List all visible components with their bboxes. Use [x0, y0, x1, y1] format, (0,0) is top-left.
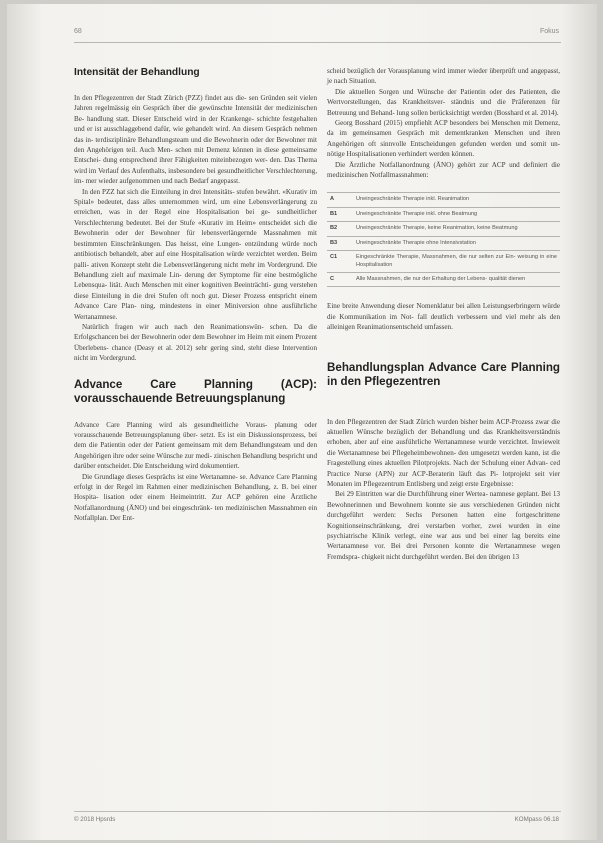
paragraph: Eine breite Anwendung dieser Nomenklatur bei allen Leistungserbringern würde die Kommunikation im Not- fall deutlich verbessern und viel mehr als den alleinigen Reanimationsentscheid umfassen.: [327, 302, 560, 332]
table-row: [327, 272, 560, 286]
right-column: [327, 66, 560, 562]
paragraph: In den Pflegezentren der Stadt Zürich (PZZ) findet aus die- sen Gründen seit vielen Jahren regelmässig ein Gespräch über die gewünschte Intensität der medizinischen Be- handlung statt. Dieser Entscheid wird in der Krankenge- schichte festgehalten und er ist ausschlaggebend dafür, wie gehandelt wird. An diesem Gespräch nehmen das in- terdisziplinäre Behandlungsteam und die Bewohnerin oder der Bewohner mit den Angehörigen teil. Auch Men- schen mit Demenz können in diese gemeinsame Entschei- dung entsprechend ihrer Fähigkeiten miteinbezogen wer- den. Das Thema wird im Verlauf des Aufenthalts, insbesondere bei gesundheitlicher Verschlechterung, im- mer wieder aufgenommen und nach Bedarf angepasst.: [74, 94, 317, 186]
description-cell: Uneingeschränkte Therapie inkl. Reanimation: [353, 193, 560, 207]
table-row: [327, 222, 560, 236]
copyright: © 2018 Hpsrds: [74, 816, 116, 823]
code-cell: A: [327, 193, 353, 207]
paragraph: Die Grundlage dieses Gesprächs ist eine Wertanamne- se. Advance Care Planning erfolgt in der Regel im Rahmen einer medizinischen Behandlung, z. B. bei einer Hospita- lisation oder einem Heimeintritt. Zur ACP gehören eine Ärztliche Notfallanordnung (ÄNO) und bei eingeschränk- ten medizinischen Massnahmen ein Notfallplan. Der Ent-: [74, 472, 317, 523]
heading-intensity: Intensität der Behandlung: [74, 67, 200, 78]
emergency-order-table: [327, 192, 560, 287]
code-cell: B3: [327, 236, 353, 250]
footer-rule: [74, 811, 561, 812]
paragraph: In den PZZ hat sich die Einteilung in drei Intensitäts- stufen bewährt. «Kurativ im Spital» bedeutet, dass alles unternommen wird, um eine Lebensverlängerung zu erreichen, was in der Regel eine Hospitalisation bei ge- sundheitlicher Verschlechterung bedeutet. Bei der Stufe «Kurativ im Heim» entscheidet sich die Bewohnerin oder der Bewohner für lebensverlängernde Massnahmen mit bestimmten Einschränkungen. Das heisst, eine Lungen- entzündung würde noch antibiotisch behandelt, aber auf eine Hospitalisation würde verzichtet werden. Beim palli- ativen Konzept steht die Lebensverlängerung nicht mehr im Vordergrund. Die Behandlung zielt auf maximale Lin- derung der Symptome für eine bestmögliche Lebensqua- lität. Auch Menschen mit einer kognitiven Beeinträchti- gung verstehen diese Einteilung in die drei Stufen oft noch gut. Dieser Prozess entspricht einem Advance Care Plan- ning, mindestens in einer Miniversion ohne ausführliche Wertanamnese.: [74, 187, 317, 321]
table-row: [327, 251, 560, 273]
heading-acp: Advance Care Planning (ACP): vorausschauende Betreuungsplanung: [74, 377, 317, 405]
code-cell: B1: [327, 207, 353, 221]
code-cell: B2: [327, 222, 353, 236]
paragraph: Georg Bosshard (2015) empfiehlt ACP besonders bei Menschen mit Demenz, da im gemeinsamen Gespräch mit dementkranken Menschen und ihren Angehörigen oft sinnvolle Entscheidungen gefunden werden und somit un- nötige Hospitalisationen verhindert werden können.: [327, 119, 560, 159]
description-cell: Alle Massnahmen, die nur der Erhaltung der Lebens- qualität dienen: [353, 272, 560, 286]
paragraph: Natürlich fragen wir auch nach den Reanimationswün- schen. Da die Erfolgschancen bei der Bewohnerin oder dem Bewohner im Heim mit einem Prozent Überlebens- chance (Deasy et al. 2012) sehr gering sind, steht diese Intervention nicht im Vordergrund.: [74, 322, 317, 363]
paragraph: In den Pflegezentren der Stadt Zürich wurden bisher beim ACP-Prozess zwar die aktuellen Wünsche bezüglich der Behandlung und das Krankheitsverständnis erhoben, aber auf eine ausführliche Wertanamnese wurde verzichtet. Inwieweit die Wertanamnese bei Pflegeheimbewohnen- den umgesetzt werden kann, ist die Fragestellung eines aktuellen Pilotprojekts. Nach der Schulung einer Advan- ced Practice Nurse (APN) zur ACP-Beraterin läuft das Pi- lotprojekt seit vier Monaten im Pflegezentrum Entlisberg und zeigt erste Ergebnisse:: [327, 417, 560, 488]
heading-treatment-plan: Behandlungsplan Advance Care Planning in den Pflegezentren: [327, 360, 560, 388]
paragraph: scheid bezüglich der Vorausplanung wird immer wieder überprüft und angepasst, je nach Situation.: [327, 67, 560, 86]
left-column: [74, 66, 317, 524]
paragraph: Bei 29 Eintritten war die Durchführung einer Wertea- namnese geplant. Bei 13 Bewohnerinnen und Bewohnern konnte sie aus verschiedenen Gründen nicht durchgeführt werden: Sechs Personen hatten eine fortgeschrittene Kognitionseinschränkung, drei verstarben vorher, zwei wurden in eine psychiatrische Klinik verlegt, eine war aus und bei einer lag bereits eine Wertanamnese vor. Bei drei Personen konnte die Wertanamnese wegen Fremdspra- chigkeit nicht durchgeführt werden. Bei den übrigen 13: [327, 490, 560, 561]
document-page: [7, 4, 597, 840]
running-footer: [7, 816, 597, 826]
paragraph: Die Ärztliche Notfallanordnung (ÄNO) gehört zur ACP und definiert die medizinischen Notfallmassnahmen:: [327, 160, 560, 180]
header-rule: [74, 42, 561, 43]
description-cell: Uneingeschränkte Therapie, keine Reanimation, keine Beatmung: [353, 222, 560, 236]
description-cell: Uneingeschränkte Therapie inkl. ohne Beatmung: [353, 207, 560, 221]
table-row: [327, 236, 560, 250]
section-name: Fokus: [539, 28, 559, 35]
description-cell: Uneingeschränkte Therapie ohne Intensivstation: [353, 236, 560, 250]
page-number: 68: [74, 28, 82, 35]
running-header: [7, 28, 597, 40]
paragraph: Advance Care Planning wird als gesundheitliche Voraus- planung oder vorausschauende Betreuungsplanung über- setzt. Es ist ein Diskussionsprozess, bei dem die Patientin oder der Patient gemeinsam mit dem Behandlungsteam und den Angehörigen ihre oder seine Wünsche zur medi- zinischen Behandlung bespricht und darüber entscheidet. Die Entscheidung wird dokumentiert.: [74, 420, 317, 471]
table-row: [327, 207, 560, 221]
code-cell: C: [327, 272, 353, 286]
table-row: [327, 193, 560, 207]
paragraph: Die aktuellen Sorgen und Wünsche der Patientin oder des Patienten, die Wertvorstellungen, das Krankheitsver- ständnis und die Präferenzen für Betreuung und Behand- lung sollen berücksichtigt werden (Bosshard et al. 2014).: [327, 87, 560, 117]
issue-label: KOMpass 06.18: [514, 816, 559, 823]
description-cell: Eingeschränkte Therapie, Massnahmen, die nur selten zur Ein- weisung in eine Hospitalisation: [353, 251, 560, 273]
code-cell: C1: [327, 251, 353, 273]
